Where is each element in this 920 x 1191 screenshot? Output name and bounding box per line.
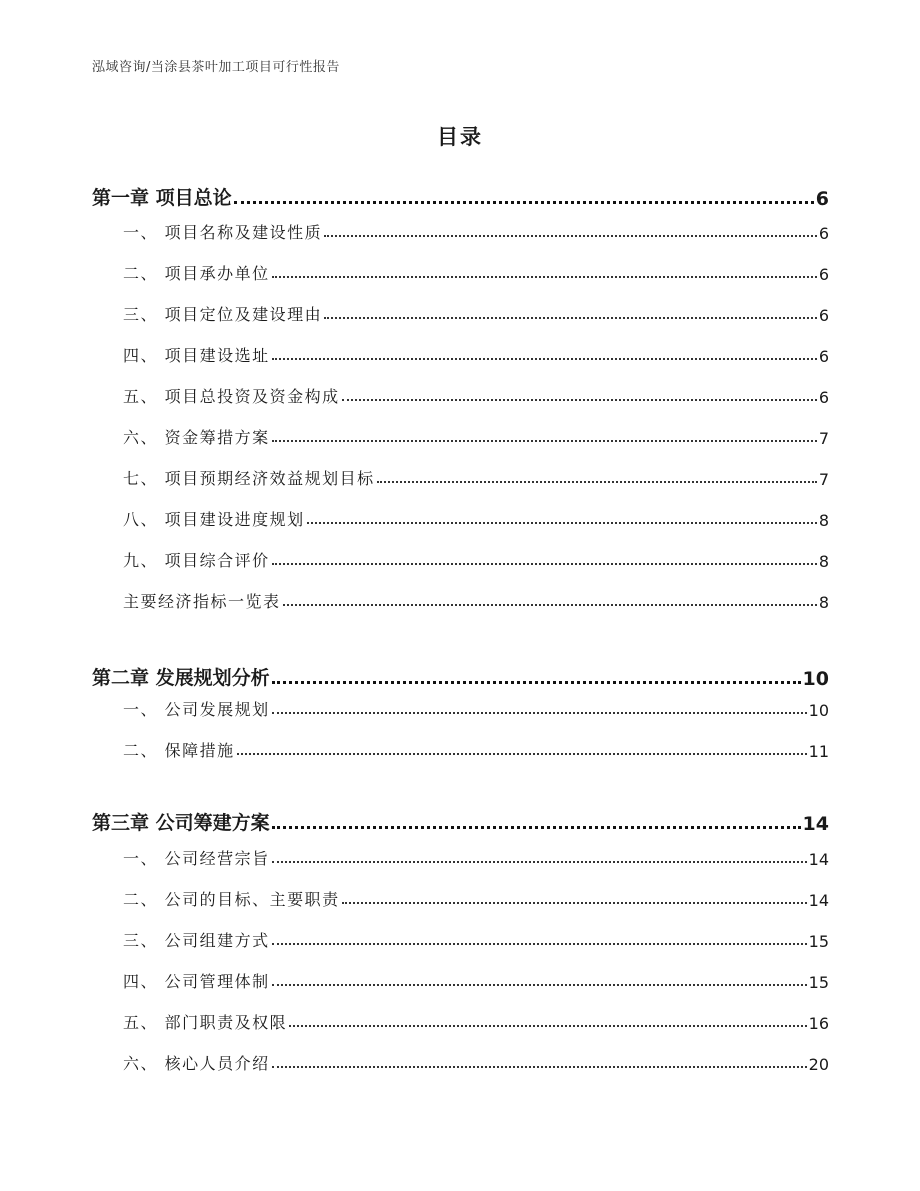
- toc-page-number: 15: [808, 973, 829, 992]
- toc-section-entry[interactable]: [92, 888, 829, 910]
- toc-section-entry[interactable]: [92, 698, 829, 720]
- toc-entry-label: 二、 项目承办单位: [123, 264, 270, 283]
- toc-section-entry[interactable]: [92, 970, 829, 992]
- toc-section-entry[interactable]: [92, 508, 829, 530]
- toc-chapter-entry[interactable]: [92, 184, 829, 210]
- dot-leader: [289, 1025, 807, 1027]
- toc-chapter-entry[interactable]: [92, 809, 829, 835]
- toc-entry-label: 第二章 发展规划分析: [92, 667, 270, 689]
- dot-leader: [283, 604, 817, 606]
- toc-entry-label: 六、 核心人员介绍: [123, 1054, 270, 1073]
- toc-page-number: 10: [802, 668, 829, 690]
- toc-entry-label: 五、 项目总投资及资金构成: [123, 387, 340, 406]
- toc-page-number: 8: [818, 552, 829, 571]
- toc-page-number: 6: [818, 347, 829, 366]
- toc-entry-label: 四、 项目建设选址: [123, 346, 270, 365]
- toc-entry-label: 九、 项目综合评价: [123, 551, 270, 570]
- toc-entry-label: 六、 资金筹措方案: [123, 428, 270, 447]
- toc-section-entry[interactable]: [92, 739, 829, 761]
- toc-page-number: 6: [818, 306, 829, 325]
- dot-leader: [272, 1066, 807, 1068]
- dot-leader: [272, 826, 801, 829]
- toc-entry-label: 三、 项目定位及建设理由: [123, 305, 323, 324]
- toc-section-entry[interactable]: [92, 929, 829, 951]
- dot-leader: [237, 753, 807, 755]
- toc-entry-label: 五、 部门职责及权限: [123, 1013, 288, 1032]
- toc-section-entry[interactable]: [92, 262, 829, 284]
- toc-entry-label: 主要经济指标一览表: [123, 592, 281, 611]
- toc-entry-label: 一、 项目名称及建设性质: [123, 223, 323, 242]
- toc-entry-label: 二、 公司的目标、主要职责: [123, 890, 340, 909]
- toc-page-number: 8: [818, 511, 829, 530]
- toc-entry-label: 第三章 公司筹建方案: [92, 812, 270, 834]
- toc-entry-label: 一、 公司发展规划: [123, 700, 270, 719]
- toc-page-number: 6: [818, 388, 829, 407]
- toc-page-number: 6: [815, 188, 829, 210]
- toc-entry-label: 一、 公司经营宗旨: [123, 849, 270, 868]
- dot-leader: [377, 481, 817, 483]
- dot-leader: [272, 861, 807, 863]
- toc-section-entry[interactable]: [92, 344, 829, 366]
- toc-page-number: 14: [808, 850, 829, 869]
- toc-section-entry[interactable]: [92, 549, 829, 571]
- toc-page-number: 14: [808, 891, 829, 910]
- dot-leader: [272, 984, 807, 986]
- toc-section-entry[interactable]: [92, 221, 829, 243]
- toc-section-entry[interactable]: [92, 303, 829, 325]
- toc-page-number: 14: [802, 813, 829, 835]
- dot-leader: [307, 522, 817, 524]
- toc-section-entry[interactable]: [92, 847, 829, 869]
- toc-page-number: 16: [808, 1014, 829, 1033]
- toc-section-entry[interactable]: [92, 385, 829, 407]
- dot-leader: [342, 902, 807, 904]
- dot-leader: [272, 712, 807, 714]
- toc-entry-label: 三、 公司组建方式: [123, 931, 270, 950]
- dot-leader: [272, 681, 801, 684]
- toc-page-number: 7: [818, 470, 829, 489]
- dot-leader: [272, 440, 817, 442]
- toc-entry-label: 第一章 项目总论: [92, 187, 232, 209]
- page-header: 泓域咨询/当涂县茶叶加工项目可行性报告: [92, 60, 340, 75]
- toc-page-number: 10: [808, 701, 829, 720]
- toc-page-number: 7: [818, 429, 829, 448]
- toc-page-number: 8: [818, 593, 829, 612]
- toc-page-number: 15: [808, 932, 829, 951]
- toc-page-number: 11: [808, 742, 829, 761]
- toc-title: 目录: [437, 125, 483, 149]
- dot-leader: [272, 943, 807, 945]
- toc-section-entry[interactable]: [92, 426, 829, 448]
- dot-leader: [234, 201, 814, 204]
- dot-leader: [272, 276, 817, 278]
- toc-section-entry[interactable]: [92, 590, 829, 612]
- dot-leader: [272, 563, 817, 565]
- toc-entry-label: 二、 保障措施: [123, 741, 235, 760]
- dot-leader: [342, 399, 817, 401]
- dot-leader: [324, 317, 817, 319]
- toc-chapter-entry[interactable]: [92, 664, 829, 690]
- toc-page-number: 6: [818, 265, 829, 284]
- dot-leader: [272, 358, 817, 360]
- toc-page-number: 20: [808, 1055, 829, 1074]
- dot-leader: [324, 235, 817, 237]
- toc-entry-label: 八、 项目建设进度规划: [123, 510, 305, 529]
- toc-section-entry[interactable]: [92, 467, 829, 489]
- toc-section-entry[interactable]: [92, 1052, 829, 1074]
- toc-entry-label: 四、 公司管理体制: [123, 972, 270, 991]
- toc-page-number: 6: [818, 224, 829, 243]
- toc-entry-label: 七、 项目预期经济效益规划目标: [123, 469, 375, 488]
- toc-section-entry[interactable]: [92, 1011, 829, 1033]
